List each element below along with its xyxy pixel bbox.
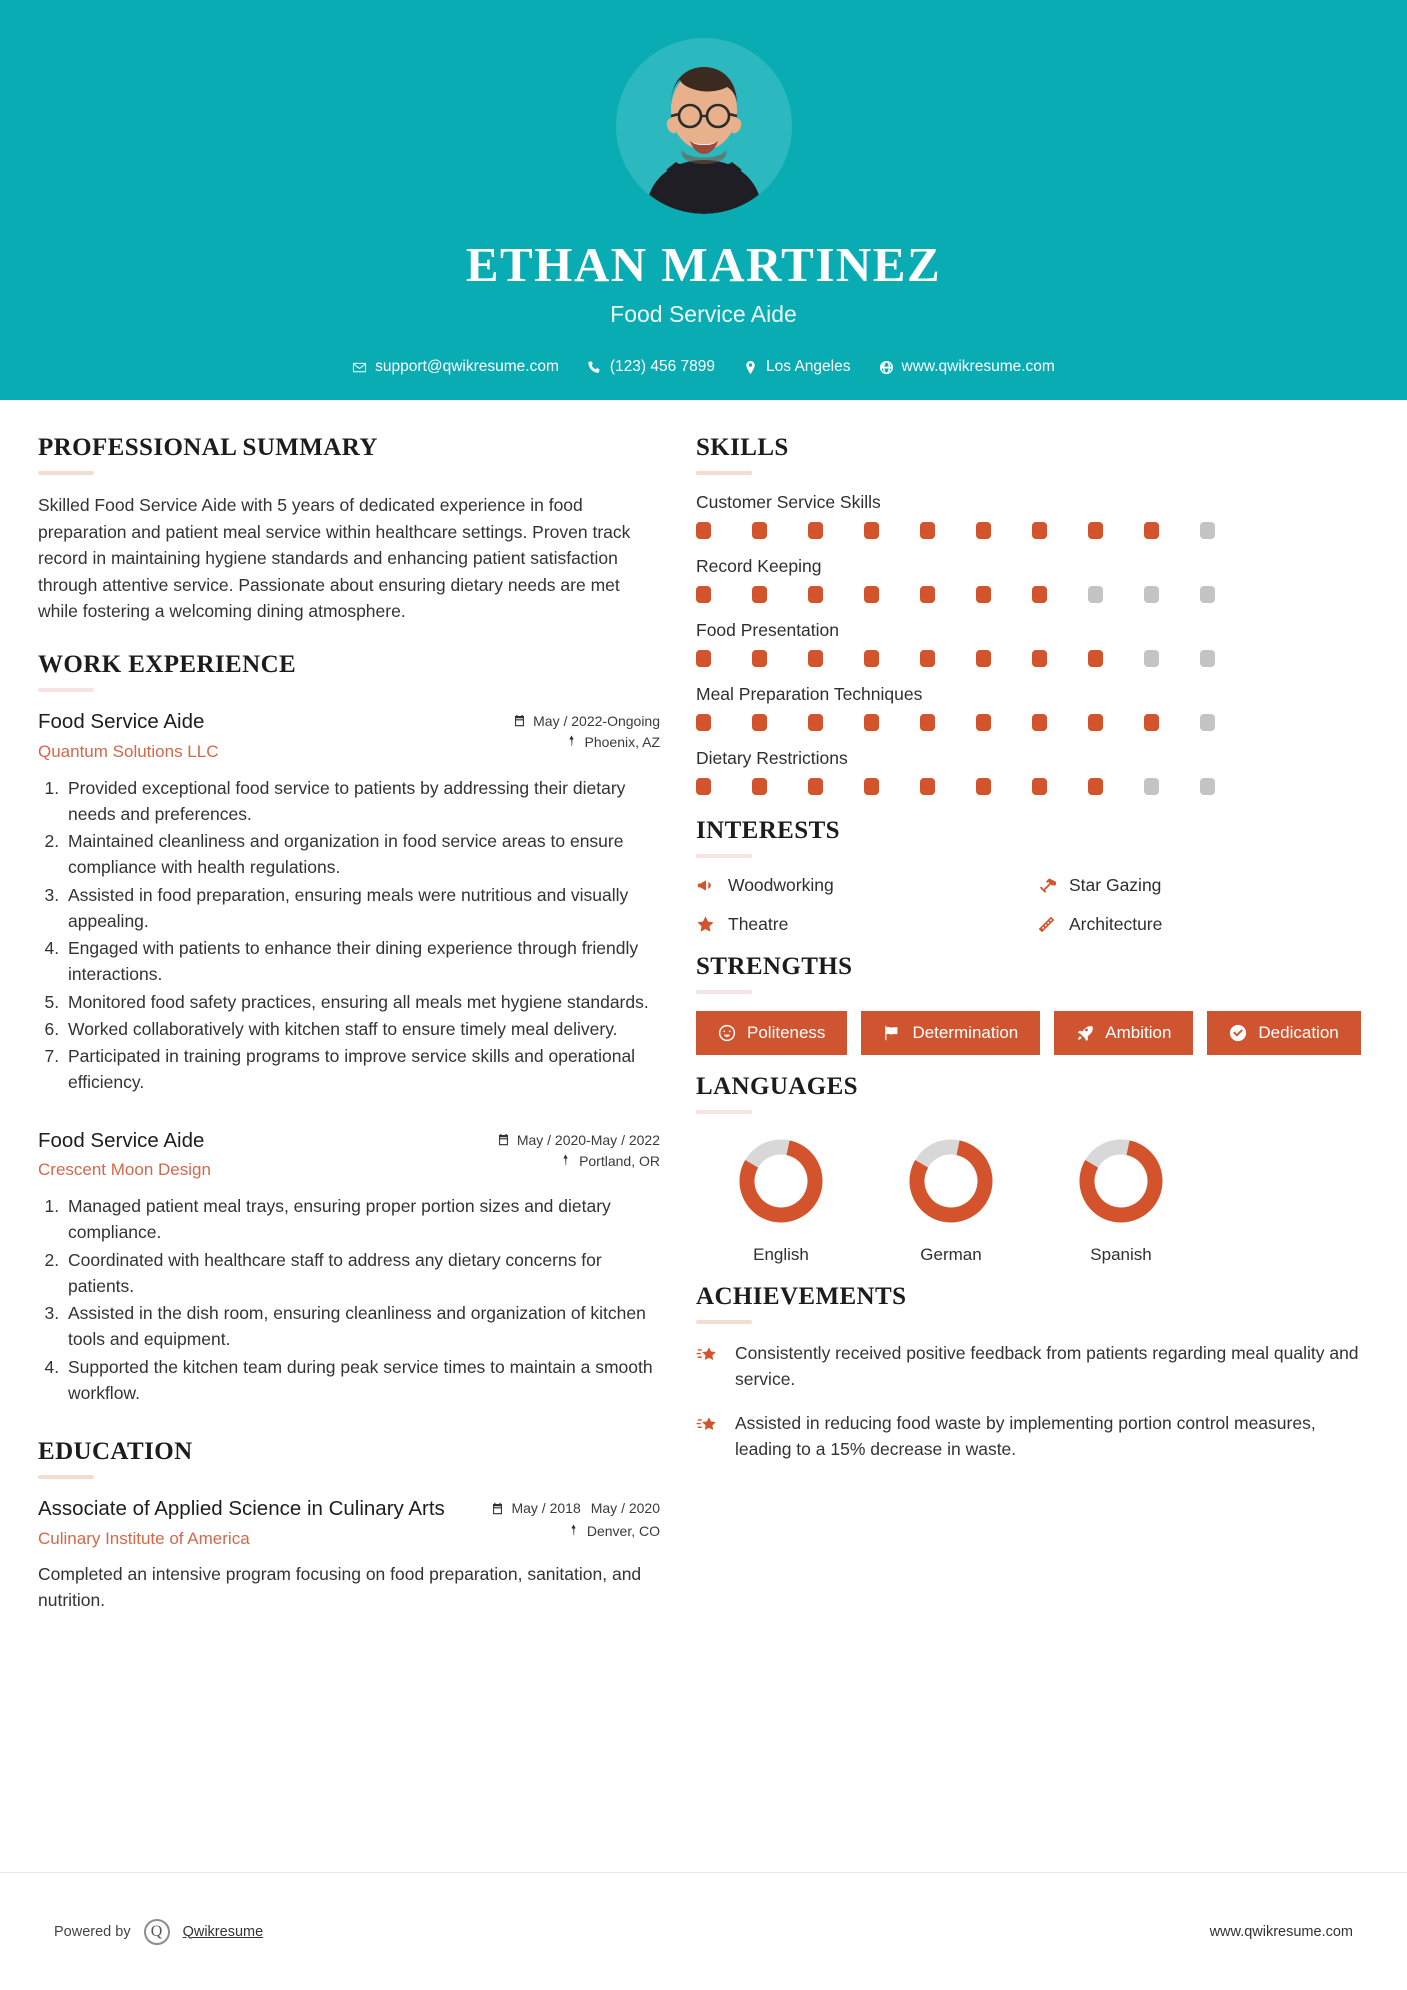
rating-dot-filled <box>1088 522 1103 539</box>
section-heading-skills: SKILLS <box>696 434 789 461</box>
rating-dot-filled <box>752 778 767 795</box>
spacer <box>696 671 1368 684</box>
language-label: English <box>753 1245 809 1264</box>
rating-dot-empty <box>1088 586 1103 603</box>
qwikresume-brand-link[interactable]: Qwikresume <box>182 1923 264 1940</box>
interest-label: Architecture <box>1069 914 1163 934</box>
spacer <box>696 1055 1368 1073</box>
section-rule <box>38 471 94 475</box>
footer-left <box>54 1919 263 1945</box>
section-rule <box>696 990 752 994</box>
contact-website[interactable] <box>865 358 1069 376</box>
strength-label: Ambition <box>1105 1023 1172 1042</box>
rating-dot-filled <box>1088 778 1103 795</box>
star-burst-icon <box>696 1344 719 1367</box>
section-achievements <box>696 1283 1368 1463</box>
rating-dot-filled <box>920 586 935 603</box>
spacer <box>38 1412 660 1438</box>
spacer <box>696 1265 1368 1283</box>
education-location-text: Denver, CO <box>586 1522 660 1539</box>
rating-dot-empty <box>1144 650 1159 667</box>
contact-location-text: Los Angeles <box>766 358 851 375</box>
section-education <box>38 1438 660 1613</box>
spacer <box>696 607 1368 620</box>
skill-item <box>696 748 1368 795</box>
language-donut-chart <box>1071 1131 1171 1231</box>
skill-rating <box>696 778 1368 795</box>
work-role: Food Service Aide <box>38 709 205 733</box>
envelope-icon <box>352 360 367 375</box>
list-item: 3. Assisted in food preparation, ensuring meals were nutritious and visually appealing. <box>64 882 660 935</box>
footer-website[interactable]: www.qwikresume.com <box>1209 1923 1353 1940</box>
powered-by-label: Powered by <box>54 1923 131 1940</box>
work-dates <box>497 1132 660 1148</box>
rating-dot-filled <box>696 778 711 795</box>
education-location <box>567 1523 660 1539</box>
location-pin-icon <box>743 360 758 375</box>
education-institution: Culinary Institute of America <box>38 1528 250 1548</box>
education-entry <box>38 1496 660 1613</box>
rating-dot-filled <box>752 586 767 603</box>
rating-dot-filled <box>920 650 935 667</box>
interest-item <box>696 914 1027 935</box>
rating-dot-filled <box>696 714 711 731</box>
rating-dot-filled <box>920 778 935 795</box>
language-item <box>696 1131 866 1265</box>
rating-dot-filled <box>864 522 879 539</box>
list-item: 1. Provided exceptional food service to patients by addressing their dietary needs and preferences. <box>64 775 660 828</box>
list-item: 6. Worked collaboratively with kitchen staff to ensure timely meal delivery. <box>64 1016 660 1042</box>
skill-rating <box>696 714 1368 731</box>
section-interests <box>696 817 1368 935</box>
strengths-grid <box>696 1011 1368 1055</box>
contact-location[interactable] <box>729 358 864 376</box>
skills-list <box>696 492 1368 795</box>
rating-dot-filled <box>752 522 767 539</box>
work-entry <box>38 1128 660 1407</box>
language-donut-chart <box>731 1131 831 1231</box>
phone-icon <box>587 360 602 375</box>
rating-dot-filled <box>976 650 991 667</box>
hammer-icon <box>1037 876 1056 895</box>
check-circle-icon <box>1229 1024 1247 1042</box>
smiley-icon <box>718 1024 736 1042</box>
rating-dot-filled <box>864 586 879 603</box>
skill-rating <box>696 586 1368 603</box>
rating-dot-filled <box>696 522 711 539</box>
strength-badge[interactable] <box>1207 1011 1360 1055</box>
job-title: Food Service Aide <box>610 301 797 327</box>
strength-badge[interactable] <box>696 1011 847 1055</box>
education-description: Completed an intensive program focusing on food preparation, sanitation, and nutrition. <box>38 1563 642 1611</box>
language-label: Spanish <box>1090 1245 1152 1264</box>
section-heading-work: WORK EXPERIENCE <box>38 650 297 678</box>
rating-dot-filled <box>808 650 823 667</box>
section-rule <box>696 1320 752 1324</box>
interests-grid <box>696 875 1368 935</box>
contact-phone[interactable] <box>573 358 729 376</box>
section-skills <box>696 434 1368 795</box>
work-organization: Crescent Moon Design <box>38 1160 211 1180</box>
rocket-icon <box>1076 1024 1094 1042</box>
achievement-item <box>696 1411 1368 1463</box>
rating-dot-empty <box>1200 586 1215 603</box>
rating-dot-filled <box>1032 522 1047 539</box>
spacer <box>696 543 1368 556</box>
rating-dot-filled <box>864 714 879 731</box>
rating-dot-empty <box>1200 714 1215 731</box>
section-heading-strengths: STRENGTHS <box>696 953 853 980</box>
rating-dot-filled <box>1088 650 1103 667</box>
skill-item <box>696 684 1368 731</box>
spacer <box>696 935 1368 953</box>
strength-badge[interactable] <box>861 1011 1040 1055</box>
skill-rating <box>696 522 1368 539</box>
work-dates <box>513 713 660 729</box>
star-burst-icon <box>696 1414 719 1437</box>
rating-dot-filled <box>696 650 711 667</box>
rating-dot-filled <box>696 586 711 603</box>
rating-dot-empty <box>1200 650 1215 667</box>
resume-header <box>0 0 1407 400</box>
contact-website-text: www.qwikresume.com <box>901 358 1055 375</box>
spacer <box>696 799 1368 817</box>
section-rule <box>696 854 752 858</box>
skill-label: Food Presentation <box>696 620 840 640</box>
work-location <box>565 734 661 750</box>
rating-dot-filled <box>1032 714 1047 731</box>
rating-dot-filled <box>976 586 991 603</box>
calendar-icon <box>497 1133 510 1146</box>
section-work-experience <box>38 651 660 1406</box>
section-heading-languages: LANGUAGES <box>696 1073 858 1100</box>
list-item: 1. Managed patient meal trays, ensuring proper portion sizes and dietary compliance. <box>64 1193 660 1246</box>
strength-label: Determination <box>912 1023 1019 1042</box>
work-location-text: Portland, OR <box>579 1152 660 1169</box>
map-pin-icon <box>559 1154 572 1167</box>
page-title: ETHAN MARTINEZ <box>465 237 942 292</box>
strength-label: Dedication <box>1258 1023 1339 1042</box>
skill-label: Dietary Restrictions <box>696 748 848 768</box>
globe-icon <box>879 360 894 375</box>
education-start-date: May / 2018 <box>511 1500 581 1517</box>
map-pin-icon <box>565 735 578 748</box>
list-item: 4. Engaged with patients to enhance their dining experience through friendly interactions. <box>64 935 660 988</box>
list-item: 2. Maintained cleanliness and organization in food service areas to ensure compliance with health regulations. <box>64 828 660 881</box>
rating-dot-filled <box>808 778 823 795</box>
skill-item <box>696 620 1368 667</box>
interest-item <box>696 875 1027 896</box>
work-location-text: Phoenix, AZ <box>584 733 660 750</box>
ruler-icon <box>1037 915 1056 934</box>
spacer <box>696 735 1368 748</box>
rating-dot-empty <box>1144 778 1159 795</box>
section-heading-summary: PROFESSIONAL SUMMARY <box>38 434 378 461</box>
rating-dot-filled <box>1032 778 1047 795</box>
rating-dot-filled <box>864 778 879 795</box>
rating-dot-filled <box>808 586 823 603</box>
section-rule <box>696 471 752 475</box>
skill-label: Meal Preparation Techniques <box>696 684 923 704</box>
rating-dot-filled <box>920 522 935 539</box>
list-item: 2. Coordinated with healthcare staff to address any dietary concerns for patients. <box>64 1247 660 1300</box>
section-strengths <box>696 953 1368 1055</box>
avatar <box>616 38 792 214</box>
rating-dot-filled <box>1032 650 1047 667</box>
list-item: 7. Participated in training programs to improve service skills and operational efficiency. <box>64 1043 660 1096</box>
interest-label: Star Gazing <box>1069 875 1162 895</box>
section-heading-achievements: ACHIEVEMENTS <box>696 1283 907 1310</box>
rating-dot-filled <box>976 714 991 731</box>
work-dates-text: May / 2022-Ongoing <box>533 712 660 729</box>
rating-dot-filled <box>1088 714 1103 731</box>
spacer <box>38 625 660 651</box>
work-entry <box>38 709 660 1096</box>
contact-email[interactable] <box>338 358 573 376</box>
rating-dot-filled <box>752 714 767 731</box>
qwikresume-logo-icon: Q <box>144 1919 170 1945</box>
work-dates-text: May / 2020-May / 2022 <box>516 1131 660 1148</box>
footer <box>0 1872 1407 1990</box>
contact-row <box>338 358 1069 376</box>
right-column <box>696 400 1368 1481</box>
education-end-date: May / 2020 <box>590 1500 660 1517</box>
interest-item <box>1037 914 1368 935</box>
interest-item <box>1037 875 1368 896</box>
map-pin-icon <box>567 1524 580 1537</box>
resume-body <box>0 400 1407 1619</box>
rating-dot-empty <box>1200 778 1215 795</box>
achievement-text: Consistently received positive feedback from patients regarding meal quality and service. <box>735 1343 1359 1389</box>
languages-row <box>696 1131 1368 1265</box>
rating-dot-filled <box>808 522 823 539</box>
rating-dot-empty <box>1200 522 1215 539</box>
rating-dot-filled <box>976 778 991 795</box>
section-professional-summary <box>38 434 660 625</box>
rating-dot-filled <box>752 650 767 667</box>
megaphone-icon <box>696 876 715 895</box>
rating-dot-filled <box>808 714 823 731</box>
rating-dot-filled <box>1032 586 1047 603</box>
language-item <box>1036 1131 1206 1265</box>
work-organization: Quantum Solutions LLC <box>38 741 219 761</box>
skill-label: Record Keeping <box>696 556 822 576</box>
strength-badge[interactable] <box>1054 1011 1193 1055</box>
strength-label: Politeness <box>747 1023 826 1042</box>
rating-dot-filled <box>1144 522 1159 539</box>
achievement-item <box>696 1341 1368 1393</box>
section-rule <box>38 688 94 692</box>
contact-phone-text: (123) 456 7899 <box>609 358 716 375</box>
contact-email-text: support@qwikresume.com <box>375 358 559 375</box>
language-item <box>866 1131 1036 1265</box>
language-label: German <box>920 1245 982 1264</box>
flag-icon <box>883 1024 901 1042</box>
list-item: 4. Supported the kitchen team during peak service times to maintain a smooth workflow. <box>64 1354 660 1407</box>
education-dates <box>491 1500 660 1518</box>
skill-rating <box>696 650 1368 667</box>
section-rule <box>696 1110 752 1114</box>
left-column <box>38 400 660 1619</box>
rating-dot-filled <box>976 522 991 539</box>
rating-dot-empty <box>1144 586 1159 603</box>
list-item: 3. Assisted in the dish room, ensuring cleanliness and organization of kitchen tools and equipment. <box>64 1300 660 1353</box>
rating-dot-filled <box>920 714 935 731</box>
summary-text: Skilled Food Service Aide with 5 years of dedicated experience in food preparation and patient meal service within healthcare settings. Proven track record in maintaining hygiene standards and enhancing patient satisfaction through attentive service. Passionate about ensuring dietary needs are met while fostering a welcoming dining atmosphere. <box>38 495 631 622</box>
rating-dot-filled <box>1144 714 1159 731</box>
language-donut-chart <box>901 1131 1001 1231</box>
achievement-text: Assisted in reducing food waste by implementing portion control measures, leading to a 15% decrease in waste. <box>735 1412 1316 1459</box>
calendar-icon <box>491 1502 504 1515</box>
work-bullets <box>38 1193 660 1406</box>
education-degree: Associate of Applied Science in Culinary Arts <box>38 1497 445 1521</box>
star-icon <box>696 915 715 934</box>
spacer <box>38 1102 660 1128</box>
calendar-icon <box>513 714 526 727</box>
interest-label: Woodworking <box>728 875 834 895</box>
skill-item <box>696 556 1368 603</box>
section-rule <box>38 1475 94 1479</box>
skill-item <box>696 492 1368 539</box>
work-bullets <box>38 775 660 1096</box>
rating-dot-filled <box>864 650 879 667</box>
section-heading-interests: INTERESTS <box>696 817 840 844</box>
interest-label: Theatre <box>728 914 789 934</box>
section-heading-education: EDUCATION <box>38 1438 193 1466</box>
work-role: Food Service Aide <box>38 1128 205 1152</box>
list-item: 5. Monitored food safety practices, ensuring all meals met hygiene standards. <box>64 989 660 1015</box>
work-location <box>559 1153 660 1169</box>
section-languages <box>696 1073 1368 1265</box>
skill-label: Customer Service Skills <box>696 492 881 512</box>
